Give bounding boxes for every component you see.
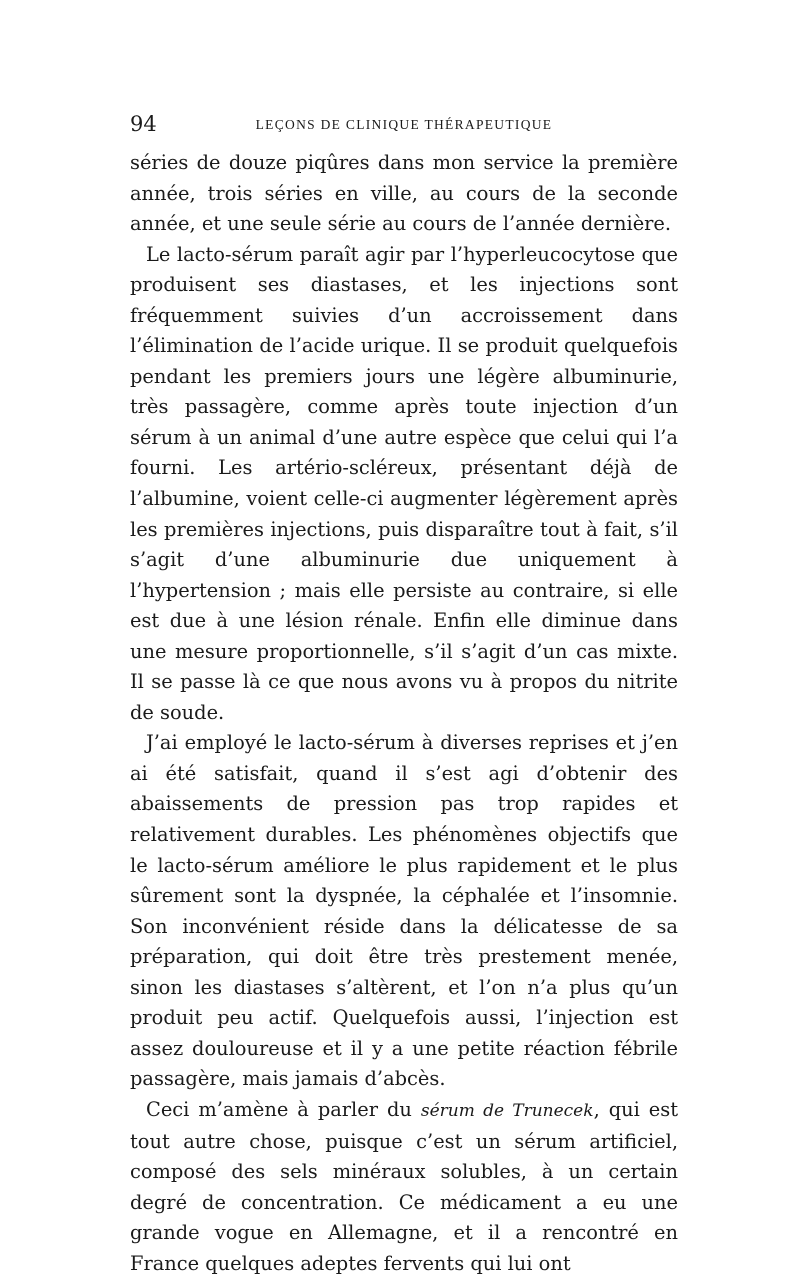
italic-term: sérum de Trunecek — [420, 1100, 594, 1121]
running-title: LEÇONS DE CLINIQUE THÉRAPEUTIQUE — [255, 117, 553, 132]
paragraph-4-start: Ceci m’amène à parler du — [146, 1097, 421, 1121]
paragraph-4-end: , qui est tout autre chose, puisque c’est un sérum artificiel, composé des sels minéraux solubles, à un certain degré de concentration. Ce médicament a eu une grande vogue en Allemagne, et il a rencontré en France quelques adeptes fervents qui lui ont — [130, 1097, 679, 1275]
paragraph-1: séries de douze piqûres dans mon service la première année, trois séries en ville, au cours de la seconde année, et une seule série au cours de l’année dernière. — [130, 151, 678, 236]
page-number: 94 — [130, 112, 157, 136]
paragraph-2: Le lacto-sérum paraît agir par l’hyperleucocytose que produisent ses diastases, et les injections sont fréquemment suivies d’un accroissement dans l’élimination de l’acide urique. Il se produit quelquefois pendant les premiers jours une légère albuminurie, très passagère, comme après toute injection d’un sérum à un animal d’une autre espèce que celui qui l’a fourni. Les artério-scléreux, présentant déjà de l’albumine, voient celle-ci augmenter légèrement après les premières injections, puis disparaître tout à fait, s’il s’agit d’une albuminurie due uniquement à l’hypertension ; mais elle persiste au contraire, si elle est due à une lésion rénale. Enfin elle diminue dans une mesure proportionnelle, s’il s’agit d’un cas mixte. Il se passe là ce que nous avons vu à propos du nitrite de soude. — [130, 242, 678, 724]
paragraph-3: J’ai employé le lacto-sérum à diverses reprises et j’en ai été satisfait, quand il s’est agi d’obtenir des abaissements de pression pas trop rapides et relativement durables. Les phénomènes objectifs que le lacto-sérum améliore le plus rapidement et le plus sûrement sont la dyspnée, la céphalée et l’insomnie. Son inconvénient réside dans la délicatesse de sa préparation, qui doit être très prestement menée, sinon les diastases s’altèrent, et l’on n’a plus qu’un produit peu actif. Quelquefois aussi, l’injection est assez douloureuse et il y a une petite réaction fébrile passagère, mais jamais d’abcès. — [130, 731, 678, 1091]
paragraph-4 — [130, 1095, 678, 1279]
body-text — [130, 148, 678, 1279]
page-header — [130, 112, 678, 142]
